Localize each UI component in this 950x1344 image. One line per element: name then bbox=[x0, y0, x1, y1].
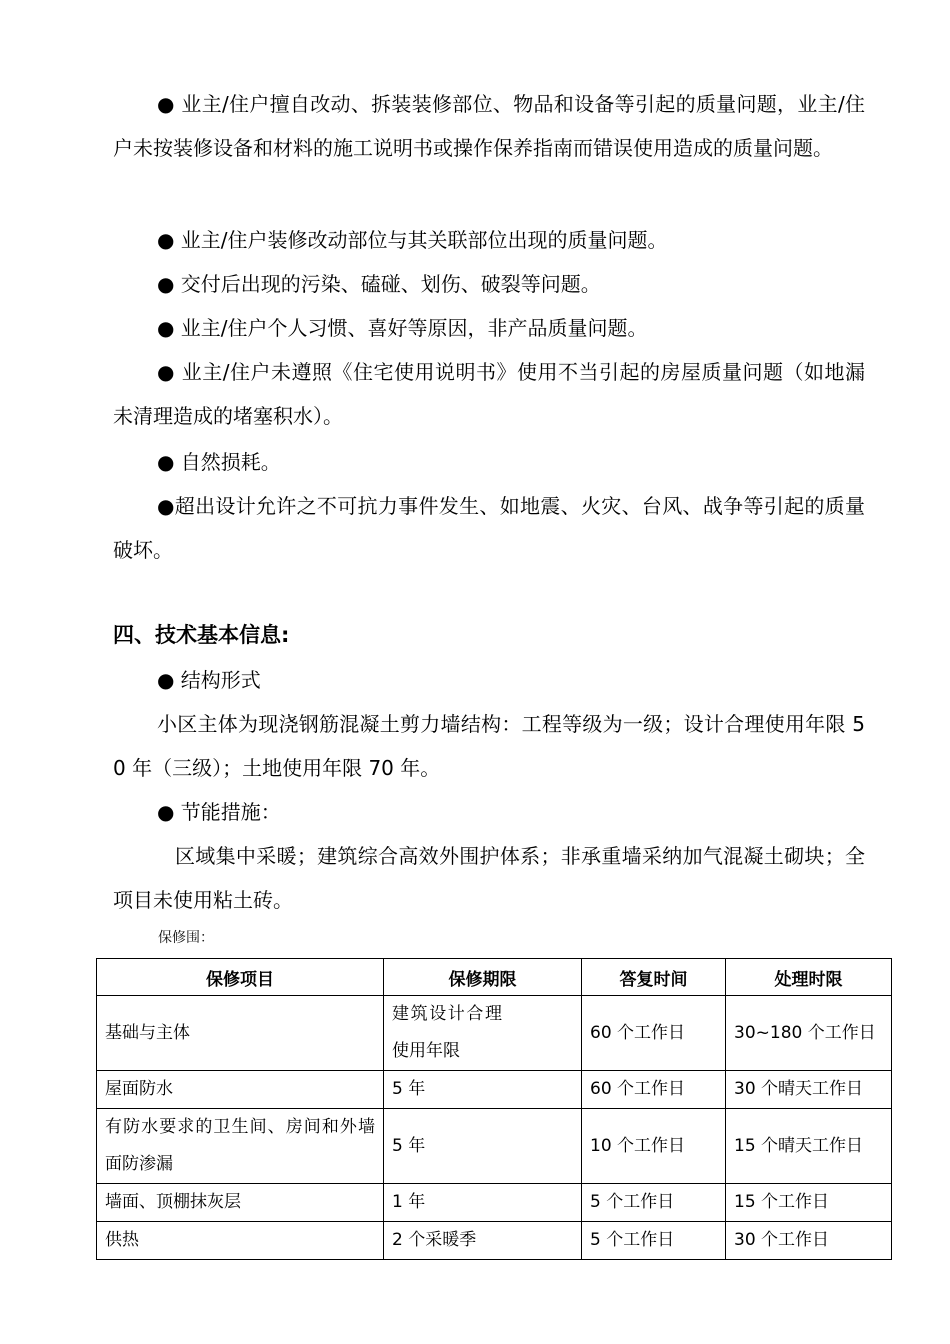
table-cell: 5 年 bbox=[384, 1109, 582, 1184]
table-cell bbox=[726, 996, 892, 1071]
table-cell: 2 个采暖季 bbox=[384, 1222, 582, 1260]
table-row bbox=[97, 996, 892, 1071]
table-row bbox=[97, 1184, 892, 1222]
warranty-table bbox=[96, 958, 892, 1260]
table-header-row bbox=[97, 959, 892, 996]
table-cell: 15 个工作日 bbox=[726, 1184, 892, 1222]
structure-text: 小区主体为现浇钢筋混凝土剪力墙结构：工程等级为一级；设计合理使用年限 50 年（三级）；土地使用年限 70 年。 bbox=[113, 712, 865, 780]
table-cell: 10 个工作日 bbox=[582, 1109, 726, 1184]
table-cell: 15 个晴天工作日 bbox=[726, 1109, 892, 1184]
table-cell bbox=[384, 996, 582, 1071]
table-cell: 墙面、顶棚抹灰层 bbox=[97, 1184, 384, 1222]
table-cell: 屋面防水 bbox=[97, 1071, 384, 1109]
energy-text: 区域集中采暖；建筑综合高效外围护体系；非承重墙采纳加气混凝土砌块；全项目未使用粘土砖。 bbox=[113, 844, 865, 912]
table-row bbox=[97, 1109, 892, 1184]
energy-label: ● 节能措施： bbox=[157, 800, 281, 824]
table-cell: 30 个晴天工作日 bbox=[726, 1071, 892, 1109]
table-cell-text: 有防水要求的卫生间、房间和外墙面防渗漏 bbox=[105, 1117, 375, 1174]
exclusion-item-3: ● 交付后出现的污染、磕碰、划伤、破裂等问题。 bbox=[157, 272, 601, 296]
header-item: 保修项目 bbox=[97, 959, 384, 996]
exclusion-item-6: ● 自然损耗。 bbox=[157, 450, 281, 474]
exclusion-item-2: ● 业主/住户装修改动部位与其关联部位出现的质量问题。 bbox=[157, 228, 668, 252]
header-reply-time: 答复时间 bbox=[582, 959, 726, 996]
table-cell: 5 个工作日 bbox=[582, 1184, 726, 1222]
exclusion-item-5: ● 业主/住户未遵照《住宅使用说明书》使用不当引起的房屋质量问题（如地漏未清理造成的堵塞积水）。 bbox=[113, 360, 865, 428]
table-row bbox=[97, 1071, 892, 1109]
table-cell-text: 建筑设计合理使用年限 bbox=[392, 1004, 502, 1061]
table-cell: 5 个工作日 bbox=[582, 1222, 726, 1260]
exclusion-item-7: ●超出设计允许之不可抗力事件发生、如地震、火灾、台风、战争等引起的质量破坏。 bbox=[113, 494, 865, 562]
table-cell bbox=[97, 1109, 384, 1184]
exclusion-item-1: ● 业主/住户擅自改动、拆装装修部位、物品和设备等引起的质量问题，业主/住户未按装修设备和材料的施工说明书或操作保养指南而错误使用造成的质量问题。 bbox=[113, 92, 865, 160]
exclusion-item-4: ● 业主/住户个人习惯、喜好等原因，非产品质量问题。 bbox=[157, 316, 648, 340]
table-cell: 供热 bbox=[97, 1222, 384, 1260]
table-cell: 60 个工作日 bbox=[582, 1071, 726, 1109]
table-cell: 60 个工作日 bbox=[582, 996, 726, 1071]
table-cell: 30 个工作日 bbox=[726, 1222, 892, 1260]
header-period: 保修期限 bbox=[384, 959, 582, 996]
structure-label: ● 结构形式 bbox=[157, 668, 261, 692]
table-row bbox=[97, 1222, 892, 1260]
table-cell: 基础与主体 bbox=[97, 996, 384, 1071]
table-cell: 1 年 bbox=[384, 1184, 582, 1222]
header-handling-time: 处理时限 bbox=[726, 959, 892, 996]
table-cell-text: 30~180 个工作日 bbox=[734, 1022, 876, 1043]
section-heading: 四、技术基本信息: bbox=[113, 623, 290, 647]
table-caption: 保修围： bbox=[158, 930, 214, 946]
table-cell: 5 年 bbox=[384, 1071, 582, 1109]
